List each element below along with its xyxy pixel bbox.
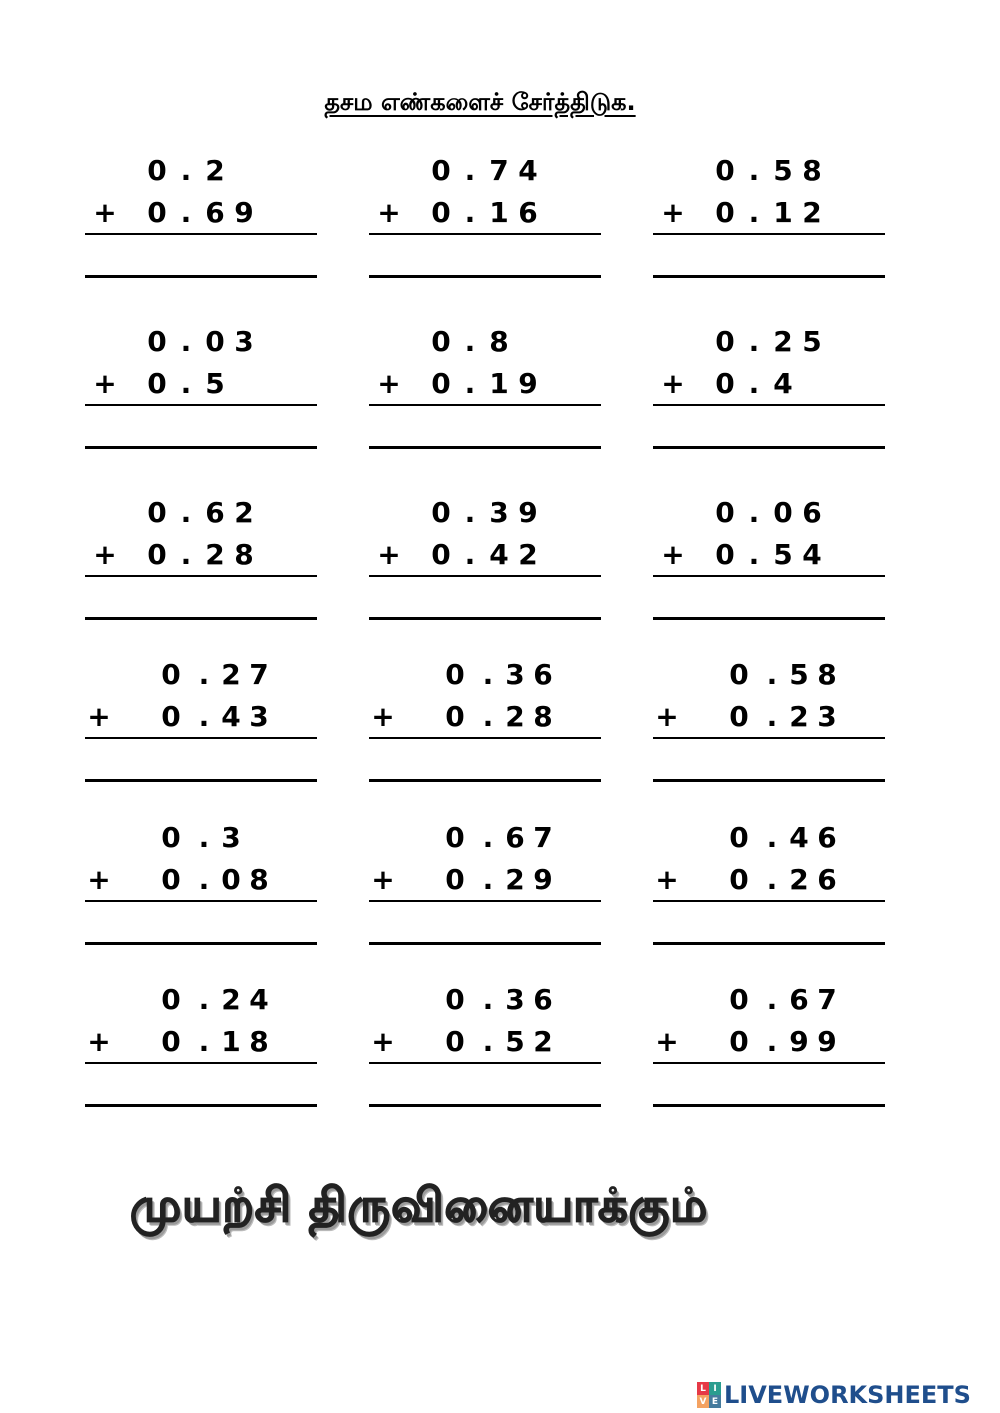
top-operand <box>369 324 601 360</box>
addition-problem <box>653 324 885 474</box>
decimal-point: . <box>748 367 760 400</box>
bottom-operand <box>653 195 885 231</box>
operation-line <box>85 737 317 739</box>
decimal-point: . <box>180 325 192 358</box>
addition-problem <box>85 982 317 1132</box>
bottom-operand <box>653 1024 885 1060</box>
digit: 9 <box>518 367 538 400</box>
addition-problem <box>85 657 317 807</box>
decimal-point: . <box>180 196 192 229</box>
plus-sign: + <box>655 1025 679 1058</box>
digit: 0 <box>161 983 181 1016</box>
digit: 0 <box>715 367 735 400</box>
digit: 0 <box>147 496 167 529</box>
brand-name: LIVEWORKSHEETS <box>724 1381 971 1409</box>
digit: 2 <box>505 863 525 896</box>
digit: 6 <box>518 196 538 229</box>
decimal-point: . <box>464 367 476 400</box>
addition-problem <box>85 153 317 303</box>
answer-line[interactable] <box>653 617 885 620</box>
digit: 6 <box>205 196 225 229</box>
digit: 2 <box>773 325 793 358</box>
digit: 9 <box>789 1025 809 1058</box>
decimal-point: . <box>464 496 476 529</box>
operation-line <box>369 900 601 902</box>
digit: 7 <box>817 983 837 1016</box>
digit: 1 <box>773 196 793 229</box>
logo-tile: I <box>709 1382 721 1395</box>
digit: 1 <box>489 196 509 229</box>
decimal-point: . <box>198 700 210 733</box>
plus-sign: + <box>93 538 117 571</box>
operation-line <box>369 737 601 739</box>
plus-sign: + <box>93 196 117 229</box>
digit: 0 <box>161 658 181 691</box>
digit: 5 <box>505 1025 525 1058</box>
digit: 3 <box>505 658 525 691</box>
plus-sign: + <box>655 700 679 733</box>
digit: 0 <box>715 154 735 187</box>
digit: 0 <box>729 1025 749 1058</box>
addition-problem <box>85 495 317 645</box>
top-operand <box>369 982 601 1018</box>
digit: 4 <box>773 367 793 400</box>
decimal-point: . <box>464 196 476 229</box>
plus-sign: + <box>87 1025 111 1058</box>
answer-line[interactable] <box>369 446 601 449</box>
bottom-operand <box>653 537 885 573</box>
decimal-point: . <box>766 658 778 691</box>
plus-sign: + <box>87 700 111 733</box>
plus-sign: + <box>377 196 401 229</box>
digit: 0 <box>431 496 451 529</box>
addition-problem <box>369 982 601 1132</box>
digit: 0 <box>445 1025 465 1058</box>
digit: 8 <box>249 863 269 896</box>
digit: 2 <box>221 983 241 1016</box>
decimal-point: . <box>482 1025 494 1058</box>
decimal-point: . <box>180 496 192 529</box>
addition-problem <box>369 495 601 645</box>
digit: 8 <box>817 658 837 691</box>
answer-line[interactable] <box>85 275 317 278</box>
digit: 6 <box>802 496 822 529</box>
digit: 7 <box>489 154 509 187</box>
digit: 3 <box>234 325 254 358</box>
decimal-point: . <box>748 496 760 529</box>
addition-problem <box>653 657 885 807</box>
digit: 2 <box>802 196 822 229</box>
answer-line[interactable] <box>85 1104 317 1107</box>
decimal-point: . <box>748 154 760 187</box>
digit: 3 <box>505 983 525 1016</box>
digit: 0 <box>729 700 749 733</box>
digit: 8 <box>249 1025 269 1058</box>
bottom-operand <box>653 699 885 735</box>
operation-line <box>85 404 317 406</box>
bottom-operand <box>85 1024 317 1060</box>
digit: 0 <box>147 538 167 571</box>
plus-sign: + <box>661 367 685 400</box>
digit: 3 <box>249 700 269 733</box>
digit: 0 <box>715 538 735 571</box>
operation-line <box>85 900 317 902</box>
operation-line <box>85 1062 317 1064</box>
decimal-point: . <box>464 325 476 358</box>
digit: 0 <box>773 496 793 529</box>
answer-line[interactable] <box>369 779 601 782</box>
operation-line <box>369 1062 601 1064</box>
bottom-operand <box>85 537 317 573</box>
digit: 6 <box>789 983 809 1016</box>
digit: 0 <box>729 863 749 896</box>
addition-problem <box>369 153 601 303</box>
digit: 4 <box>789 821 809 854</box>
answer-line[interactable] <box>85 942 317 945</box>
digit: 9 <box>234 196 254 229</box>
addition-problem <box>653 495 885 645</box>
digit: 8 <box>234 538 254 571</box>
top-operand <box>85 153 317 189</box>
digit: 0 <box>221 863 241 896</box>
digit: 0 <box>431 538 451 571</box>
decimal-point: . <box>198 983 210 1016</box>
plus-sign: + <box>93 367 117 400</box>
answer-line[interactable] <box>85 617 317 620</box>
operation-line <box>653 404 885 406</box>
digit: 0 <box>431 196 451 229</box>
decimal-point: . <box>180 367 192 400</box>
answer-line[interactable] <box>369 275 601 278</box>
digit: 6 <box>533 658 553 691</box>
top-operand <box>653 657 885 693</box>
liveworksheets-logo-icon <box>697 1382 721 1408</box>
addition-problem <box>85 820 317 970</box>
digit: 0 <box>715 496 735 529</box>
bottom-operand <box>369 537 601 573</box>
answer-line[interactable] <box>85 779 317 782</box>
digit: 6 <box>533 983 553 1016</box>
decimal-point: . <box>482 983 494 1016</box>
plus-sign: + <box>661 538 685 571</box>
bottom-operand <box>85 699 317 735</box>
answer-line[interactable] <box>653 779 885 782</box>
operation-line <box>369 575 601 577</box>
digit: 0 <box>161 700 181 733</box>
digit: 9 <box>518 496 538 529</box>
top-operand <box>653 820 885 856</box>
digit: 2 <box>789 700 809 733</box>
addition-problem <box>653 820 885 970</box>
digit: 1 <box>489 367 509 400</box>
answer-line[interactable] <box>369 617 601 620</box>
decimal-point: . <box>198 658 210 691</box>
digit: 9 <box>533 863 553 896</box>
digit: 0 <box>715 196 735 229</box>
addition-problem <box>369 657 601 807</box>
addition-problem <box>369 820 601 970</box>
logo-tile: V <box>697 1395 709 1408</box>
digit: 4 <box>221 700 241 733</box>
top-operand <box>85 495 317 531</box>
bottom-operand <box>653 366 885 402</box>
top-operand <box>369 495 601 531</box>
answer-line[interactable] <box>85 446 317 449</box>
digit: 2 <box>221 658 241 691</box>
liveworksheets-brand[interactable] <box>697 1377 971 1413</box>
answer-line[interactable] <box>653 275 885 278</box>
operation-line <box>653 1062 885 1064</box>
decimal-point: . <box>766 700 778 733</box>
decimal-point: . <box>482 700 494 733</box>
decimal-point: . <box>198 863 210 896</box>
operation-line <box>653 575 885 577</box>
plus-sign: + <box>371 863 395 896</box>
plus-sign: + <box>661 196 685 229</box>
top-operand <box>653 324 885 360</box>
operation-line <box>653 233 885 235</box>
decimal-point: . <box>180 538 192 571</box>
bottom-operand <box>85 862 317 898</box>
top-operand <box>369 153 601 189</box>
plus-sign: + <box>371 1025 395 1058</box>
addition-problem <box>653 153 885 303</box>
digit: 2 <box>533 1025 553 1058</box>
digit: 4 <box>489 538 509 571</box>
top-operand <box>85 657 317 693</box>
answer-line[interactable] <box>653 942 885 945</box>
digit: 0 <box>431 325 451 358</box>
digit: 6 <box>205 496 225 529</box>
digit: 8 <box>533 700 553 733</box>
top-operand <box>653 153 885 189</box>
decimal-point: . <box>482 658 494 691</box>
digit: 0 <box>445 658 465 691</box>
decimal-point: . <box>482 821 494 854</box>
operation-line <box>85 575 317 577</box>
plus-sign: + <box>377 538 401 571</box>
digit: 2 <box>789 863 809 896</box>
digit: 3 <box>221 821 241 854</box>
addition-problem <box>369 324 601 474</box>
digit: 0 <box>161 1025 181 1058</box>
digit: 4 <box>518 154 538 187</box>
digit: 0 <box>729 658 749 691</box>
decimal-point: . <box>766 863 778 896</box>
bottom-operand <box>85 366 317 402</box>
digit: 0 <box>729 983 749 1016</box>
digit: 0 <box>445 700 465 733</box>
digit: 9 <box>817 1025 837 1058</box>
decimal-point: . <box>198 821 210 854</box>
digit: 0 <box>147 367 167 400</box>
plus-sign: + <box>377 367 401 400</box>
answer-line[interactable] <box>653 1104 885 1107</box>
decimal-point: . <box>180 154 192 187</box>
decimal-point: . <box>464 154 476 187</box>
decimal-point: . <box>482 863 494 896</box>
digit: 4 <box>802 538 822 571</box>
answer-line[interactable] <box>369 1104 601 1107</box>
bottom-operand <box>653 862 885 898</box>
decimal-point: . <box>766 821 778 854</box>
decimal-point: . <box>464 538 476 571</box>
digit: 2 <box>205 538 225 571</box>
plus-sign: + <box>655 863 679 896</box>
decimal-point: . <box>766 983 778 1016</box>
operation-line <box>369 233 601 235</box>
top-operand <box>369 657 601 693</box>
digit: 6 <box>817 821 837 854</box>
top-operand <box>85 982 317 1018</box>
decimal-point: . <box>766 1025 778 1058</box>
digit: 0 <box>161 821 181 854</box>
digit: 5 <box>802 325 822 358</box>
digit: 0 <box>161 863 181 896</box>
digit: 0 <box>431 154 451 187</box>
addition-problem <box>85 324 317 474</box>
logo-tile: E <box>709 1395 721 1408</box>
digit: 6 <box>505 821 525 854</box>
digit: 0 <box>147 154 167 187</box>
digit: 6 <box>817 863 837 896</box>
operation-line <box>85 233 317 235</box>
top-operand <box>653 982 885 1018</box>
digit: 4 <box>249 983 269 1016</box>
logo-tile: L <box>697 1382 709 1395</box>
digit: 0 <box>445 983 465 1016</box>
digit: 5 <box>773 154 793 187</box>
digit: 0 <box>445 821 465 854</box>
top-operand <box>85 324 317 360</box>
bottom-operand <box>85 195 317 231</box>
digit: 2 <box>205 154 225 187</box>
answer-line[interactable] <box>369 942 601 945</box>
digit: 2 <box>505 700 525 733</box>
digit: 0 <box>715 325 735 358</box>
digit: 2 <box>518 538 538 571</box>
plus-sign: + <box>371 700 395 733</box>
decimal-point: . <box>748 196 760 229</box>
digit: 2 <box>234 496 254 529</box>
bottom-operand <box>369 1024 601 1060</box>
top-operand <box>85 820 317 856</box>
digit: 0 <box>147 196 167 229</box>
decimal-point: . <box>748 538 760 571</box>
digit: 3 <box>817 700 837 733</box>
digit: 5 <box>205 367 225 400</box>
digit: 0 <box>729 821 749 854</box>
digit: 8 <box>802 154 822 187</box>
plus-sign: + <box>87 863 111 896</box>
digit: 7 <box>533 821 553 854</box>
bottom-operand <box>369 195 601 231</box>
operation-line <box>369 404 601 406</box>
operation-line <box>653 900 885 902</box>
digit: 0 <box>147 325 167 358</box>
top-operand <box>653 495 885 531</box>
decimal-point: . <box>198 1025 210 1058</box>
operation-line <box>653 737 885 739</box>
motto-banner: முயற்சி திருவினையாக்கும் <box>130 1178 709 1232</box>
addition-problem <box>653 982 885 1132</box>
digit: 8 <box>489 325 509 358</box>
digit: 7 <box>249 658 269 691</box>
decimal-point: . <box>748 325 760 358</box>
bottom-operand <box>369 366 601 402</box>
bottom-operand <box>369 862 601 898</box>
answer-line[interactable] <box>653 446 885 449</box>
digit: 1 <box>221 1025 241 1058</box>
worksheet-title: தசம எண்களைச் சேர்த்திடுக. <box>324 88 636 116</box>
digit: 5 <box>773 538 793 571</box>
digit: 0 <box>431 367 451 400</box>
digit: 0 <box>205 325 225 358</box>
bottom-operand <box>369 699 601 735</box>
digit: 5 <box>789 658 809 691</box>
digit: 3 <box>489 496 509 529</box>
top-operand <box>369 820 601 856</box>
digit: 0 <box>445 863 465 896</box>
